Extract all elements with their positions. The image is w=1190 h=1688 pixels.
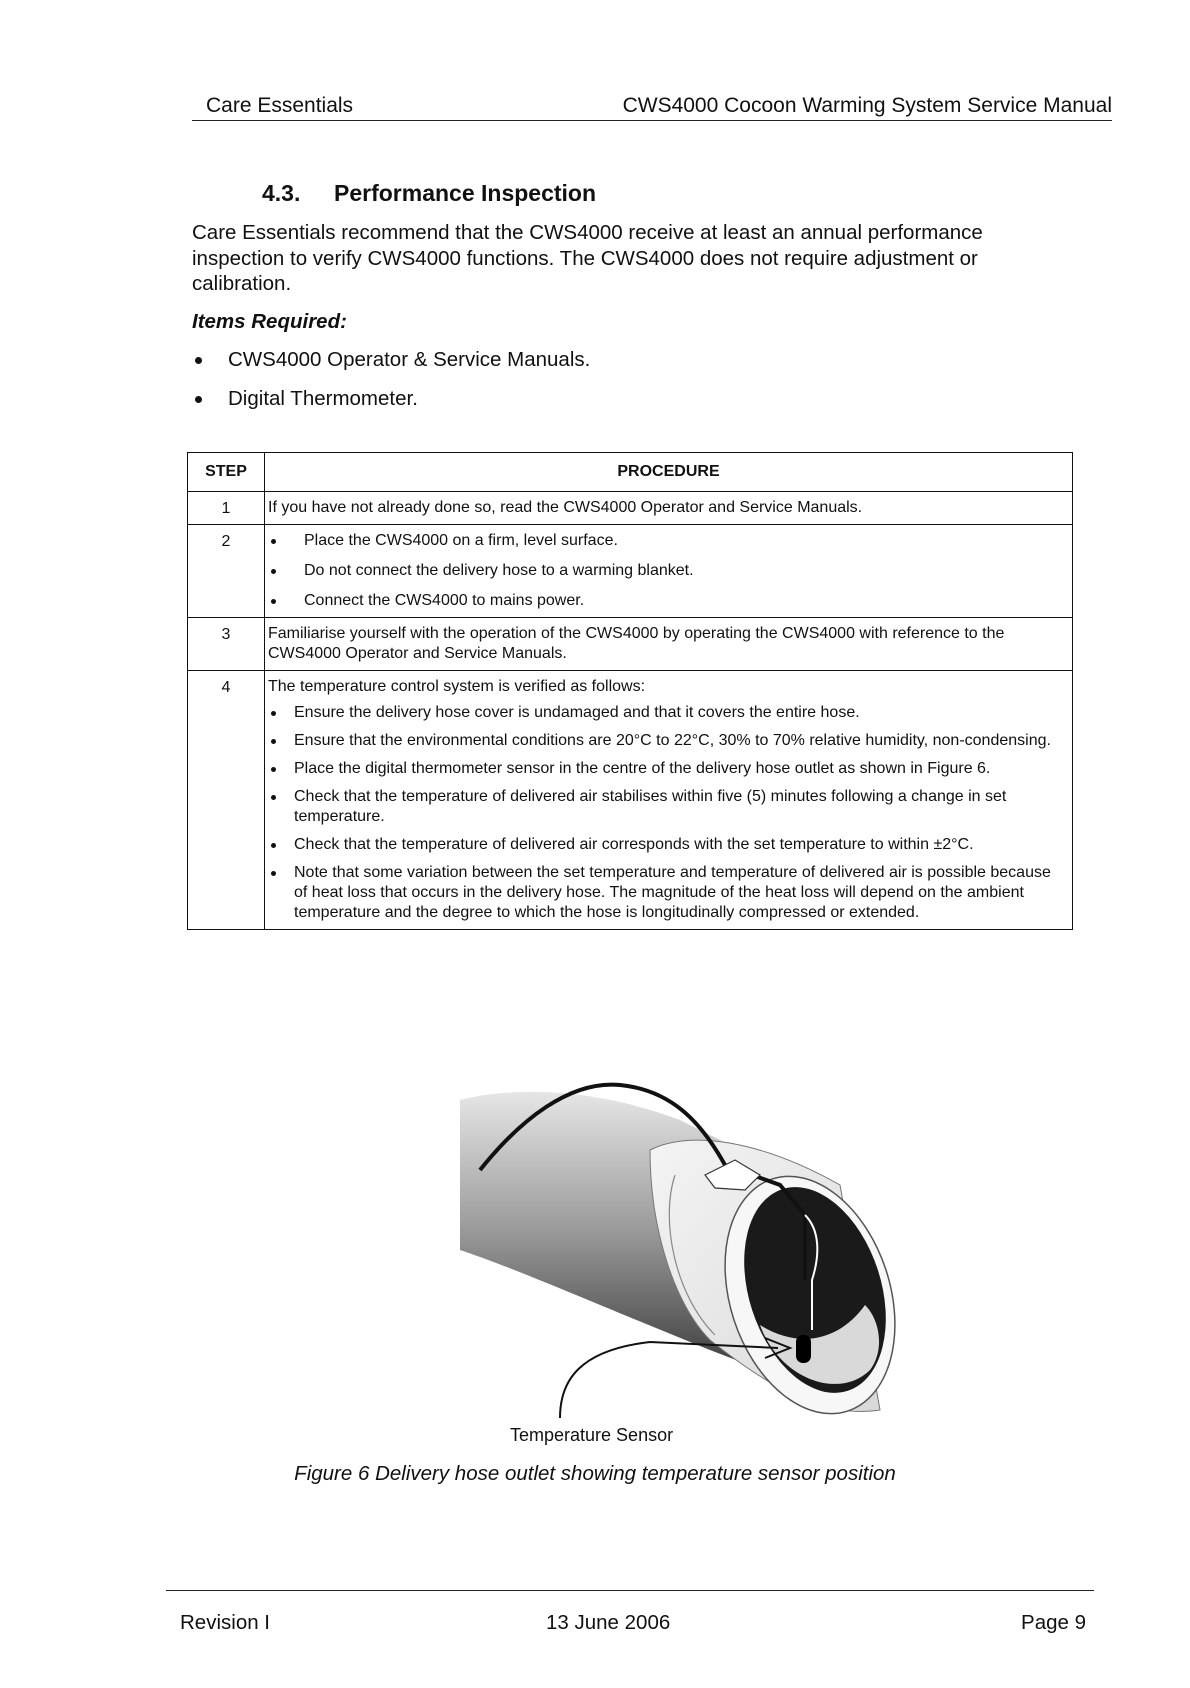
hose-outlet-illustration <box>460 1080 960 1460</box>
section-title: Performance Inspection <box>334 180 597 206</box>
list-item: Ensure that the environmental conditions are 20°C to 22°C, 30% to 70% relative humidity, non-condensing. <box>268 731 1068 751</box>
step-number: 1 <box>188 492 265 525</box>
header-manual-title: CWS4000 Cocoon Warming System Service Manual <box>622 94 1112 117</box>
footer-revision: Revision I <box>180 1611 271 1634</box>
figure-caption: Figure 6 Delivery hose outlet showing temperature sensor position <box>294 1462 896 1485</box>
list-item: Place the digital thermometer sensor in the centre of the delivery hose outlet as shown in Figure 6. <box>268 759 1068 779</box>
list-item: Place the CWS4000 on a firm, level surface. <box>268 531 1068 551</box>
table-header-row <box>188 453 1073 492</box>
list-item: Check that the temperature of delivered air corresponds with the set temperature to within ±2°C. <box>268 835 1068 855</box>
list-item: Do not connect the delivery hose to a warming blanket. <box>268 561 1068 581</box>
items-required-list <box>192 348 590 426</box>
list-item: Note that some variation between the set temperature and temperature of delivered air is possible because of heat loss that occurs in the delivery hose. The magnitude of the heat loss will depend on the ambient temperature and the degree to which the hose is longitudinally compressed or extended. <box>268 863 1068 923</box>
header-company: Care Essentials <box>206 94 354 117</box>
table-row <box>188 618 1073 671</box>
items-required-title: Items Required: <box>192 310 347 333</box>
procedure-table <box>187 452 1073 930</box>
header-procedure: PROCEDURE <box>265 453 1073 492</box>
list-item: CWS4000 Operator & Service Manuals. <box>192 348 590 387</box>
list-item: Check that the temperature of delivered air stabilises within five (5) minutes following a change in set temperature. <box>268 787 1068 827</box>
table-row <box>188 492 1073 525</box>
figure-label: Temperature Sensor <box>510 1425 674 1445</box>
header-step: STEP <box>188 453 265 492</box>
table-row <box>188 671 1073 930</box>
procedure-text: The temperature control system is verified as follows: <box>268 678 646 695</box>
procedure-cell <box>265 525 1073 618</box>
procedure-text: If you have not already done so, read the CWS4000 Operator and Service Manuals. <box>265 492 1073 525</box>
procedure-cell <box>265 671 1073 930</box>
list-item: Connect the CWS4000 to mains power. <box>268 591 1068 611</box>
step-number: 2 <box>188 525 265 618</box>
footer-date: 13 June 2006 <box>546 1611 671 1634</box>
intro-paragraph: Care Essentials recommend that the CWS4000 receive at least an annual performance inspection to verify CWS4000 functions. The CWS4000 does not require adjustment or calibration. <box>192 221 983 295</box>
table-row <box>188 525 1073 618</box>
page-header <box>192 92 1112 121</box>
step-number: 3 <box>188 618 265 671</box>
temperature-sensor <box>796 1335 811 1363</box>
procedure-bullets <box>268 531 1068 611</box>
page-footer <box>166 1590 1094 1634</box>
procedure-text: Familiarise yourself with the operation of the CWS4000 by operating the CWS4000 with reference to the CWS4000 Operator and Service Manuals. <box>265 618 1073 671</box>
list-item: Digital Thermometer. <box>192 387 590 426</box>
footer-page-number: Page 9 <box>1021 1611 1086 1634</box>
list-item: Ensure the delivery hose cover is undamaged and that it covers the entire hose. <box>268 703 1068 723</box>
section-number: 4.3. <box>262 180 301 206</box>
step-number: 4 <box>188 671 265 930</box>
procedure-bullets <box>268 703 1068 923</box>
section-heading <box>262 180 596 207</box>
